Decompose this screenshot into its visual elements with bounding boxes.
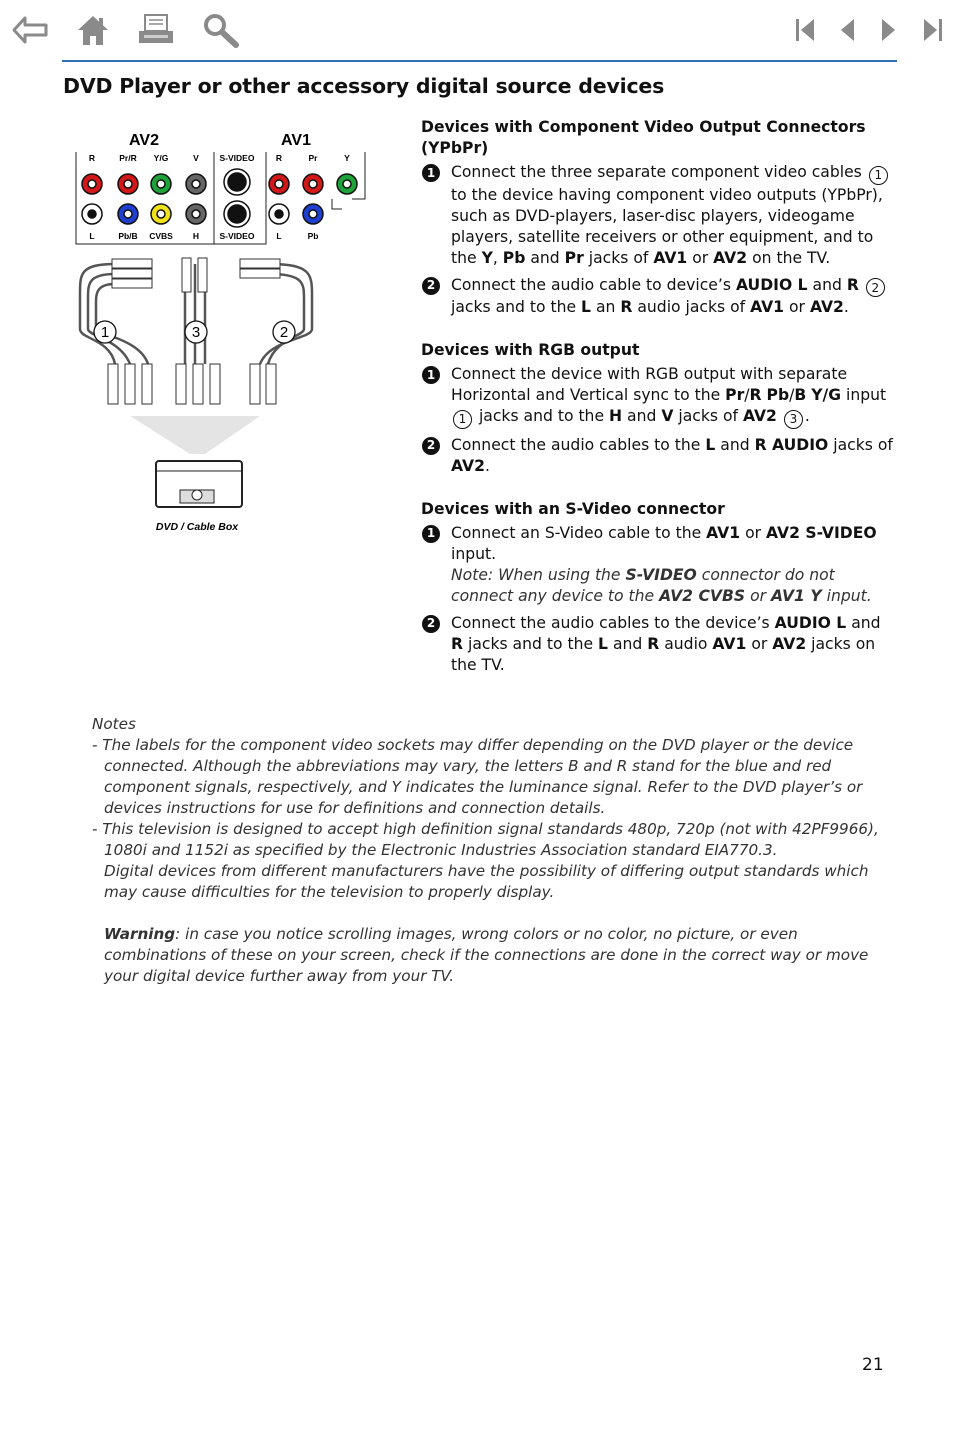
dvd-player-icon [156,461,242,507]
jack-label: Y [344,153,350,163]
component-step-2: 2 Connect the audio cable to device’s AUDIO L and R 2 jacks and to the L an R audio jacks of AV1 or AV2. [421,275,893,319]
callout-number: 1 [869,166,888,185]
callout-number: 2 [866,278,885,297]
step-number-icon: 1 [422,164,440,182]
header-divider [62,60,897,62]
rgb-step-2: 2 Connect the audio cables to the L and R AUDIO jacks of AV2. [421,435,893,477]
previous-page-icon[interactable] [834,10,862,50]
page-title: DVD Player or other accessory digital source devices [63,74,665,98]
jack-label: L [89,231,95,241]
print-icon[interactable] [135,10,177,50]
navigation-toolbar [0,0,954,60]
connection-diagram [70,124,380,544]
jack-label: Pr/R [119,153,137,163]
step-number-icon: 1 [422,366,440,384]
component-step-1: 1 Connect the three separate component video cables 1 to the device having component video outputs (YPbPr), such as DVD-players, laser-disc players, videogame players, satellite receivers or other equipment, and to the Y, Pb and Pr jacks of AV1 or AV2 on the TV. [421,162,893,269]
jack-label: Pb [307,231,319,241]
svideo-note: Note: When using the S-VIDEO connector do not connect any device to the AV2 CVBS or AV1 Y input. [451,565,872,605]
jack-label: Y/G [153,153,169,163]
note-item: - The labels for the component video sockets may differ depending on the DVD player or the device connected. Although the abbreviations may vary, the letters B and R stand for the blue and red component signals, respectively, and Y indicates the luminance signal. Refer to the DVD player’s or devices instructions for use for definitions and connection details. [92,736,863,817]
note-item: - This television is designed to accept high definition signal standards 480p, 720p (not with 42PF9966), 1080i and 1152i as specified by the Electronic Industries Association standard EIA770.3. [92,820,879,859]
av2-label: AV2 [129,132,159,149]
next-page-icon[interactable] [874,10,902,50]
warning-text: Warning: in case you notice scrolling images, wrong colors or no color, no picture, or even combinations of these on your screen, check if the connections are done in the correct way or move your digital device further away from your TV. [104,925,869,985]
callout-number: 3 [191,324,201,341]
step-number-icon: 2 [422,277,440,295]
step-number-icon: 1 [422,525,440,543]
notes-heading: Notes [92,715,136,733]
warning-label: Warning [104,925,176,943]
jack-label: S-VIDEO [219,231,255,241]
jack-label: Pb/B [118,231,138,241]
svideo-step-1: 1 Connect an S-Video cable to the AV1 or AV2 S-VIDEO input. Note: When using the S-VIDEO connector do not connect any device to the AV2 CVBS or AV1 Y input. [421,523,893,607]
callout-number: 3 [784,410,803,429]
callout-number: 1 [100,324,110,341]
last-page-icon[interactable] [918,10,948,50]
home-icon[interactable] [74,10,112,50]
jack-label: Pr [308,153,318,163]
svideo-step-2: 2 Connect the audio cables to the device’s AUDIO L and R jacks and to the L and R audio AV1 or AV2 jacks on the TV. [421,613,893,676]
step-number-icon: 2 [422,615,440,633]
section-title-rgb: Devices with RGB output [421,341,640,359]
av1-label: AV1 [281,132,311,149]
rgb-step-1: 1 Connect the device with RGB output with separate Horizontal and Vertical sync to the Pr/R Pb/B Y/G input 1 jacks and to the H and V jacks of AV2 3 . [421,364,893,429]
step-number-icon: 2 [422,437,440,455]
jack-label: L [276,231,282,241]
first-page-icon[interactable] [790,10,820,50]
section-title-component: Devices with Component Video Output Connectors (YPbPr) [421,118,866,157]
jack-label: V [193,153,199,163]
notes-block [92,714,897,987]
section-title-svideo: Devices with an S-Video connector [421,499,725,518]
jack-label: R [88,153,96,163]
search-icon[interactable] [200,10,242,50]
back-arrow-icon[interactable] [10,10,50,50]
callout-number: 1 [453,410,472,429]
device-label: DVD / Cable Box [155,521,239,533]
jack-label: H [192,231,200,241]
jack-label: S-VIDEO [219,153,255,163]
callout-number: 2 [279,324,289,341]
instructions-column [421,117,893,682]
note-item-continued: Digital devices from different manufacturers have the possibility of differing output standards which may cause difficulties for the television to properly display. [104,862,869,901]
page-number: 21 [862,1355,884,1375]
jack-label: CVBS [149,231,173,241]
jack-label: R [275,153,283,163]
